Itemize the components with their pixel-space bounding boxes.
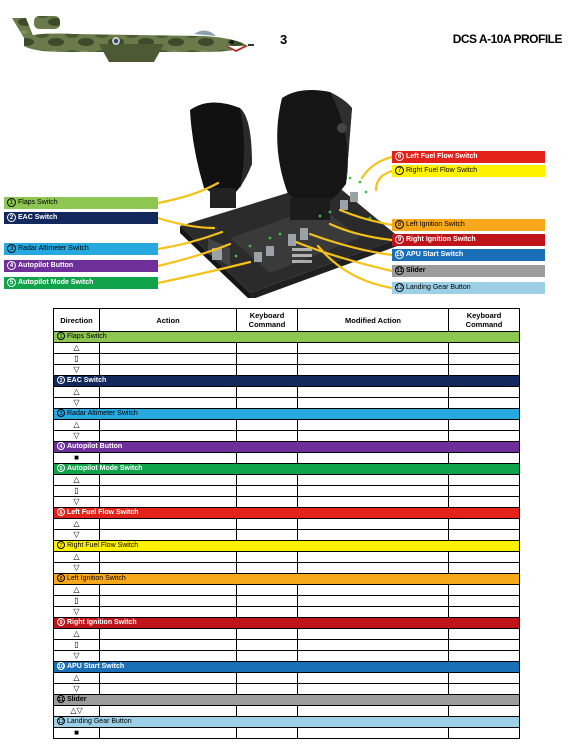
section-label: APU Start Switch (67, 663, 125, 670)
action-cell[interactable] (100, 684, 237, 695)
action-cell[interactable] (100, 497, 237, 508)
section-header (54, 717, 520, 728)
section-row (54, 508, 520, 519)
modified-keyboard-command-cell[interactable] (449, 706, 520, 717)
section-number-badge: 9 (57, 618, 65, 626)
section-row (54, 332, 520, 343)
section-label: Landing Gear Button (67, 718, 132, 725)
direction-cell: ▽ (54, 607, 100, 618)
section-number-badge: 11 (58, 697, 64, 704)
table-row (54, 398, 520, 409)
keyboard-command-cell[interactable] (237, 365, 298, 376)
section-header (54, 574, 520, 585)
callout-eac-switch (4, 212, 158, 224)
table-row (54, 607, 520, 618)
keyboard-command-cell[interactable] (237, 420, 298, 431)
header-direction: Direction (54, 309, 100, 332)
modified-keyboard-command-cell[interactable] (449, 475, 520, 486)
direction-cell: ▯ (54, 354, 100, 365)
modified-action-cell[interactable] (298, 651, 449, 662)
action-cell[interactable] (100, 519, 237, 530)
table-row (54, 530, 520, 541)
table-row (54, 453, 520, 464)
action-cell[interactable] (100, 706, 237, 717)
keyboard-command-cell[interactable] (237, 673, 298, 684)
modified-action-cell[interactable] (298, 387, 449, 398)
callout-number-badge: 7 (395, 166, 404, 175)
direction-cell: ▽ (54, 651, 100, 662)
keyboard-command-cell[interactable] (237, 563, 298, 574)
direction-cell: ▽ (54, 365, 100, 376)
header-modified-action: Modified Action (298, 309, 449, 332)
modified-action-cell[interactable] (298, 563, 449, 574)
action-cell[interactable] (100, 530, 237, 541)
action-cell[interactable] (100, 728, 237, 739)
action-cell[interactable] (100, 673, 237, 684)
callout-label: Left Fuel Flow Switch (406, 153, 478, 160)
direction-cell: ▽ (54, 530, 100, 541)
modified-keyboard-command-cell[interactable] (449, 552, 520, 563)
modified-keyboard-command-cell[interactable] (449, 684, 520, 695)
action-cell[interactable] (100, 387, 237, 398)
header-action: Action (100, 309, 237, 332)
callout-number-badge: 6 (395, 152, 404, 161)
keyboard-command-cell[interactable] (237, 706, 298, 717)
callout-label: Autopilot Button (18, 262, 74, 269)
bindings-table (53, 308, 520, 739)
table-row (54, 728, 520, 739)
action-cell[interactable] (100, 398, 237, 409)
section-header (54, 409, 520, 420)
callout-slider (392, 265, 545, 277)
section-header (54, 442, 520, 453)
table-row (54, 629, 520, 640)
modified-action-cell[interactable] (298, 519, 449, 530)
callout-autopilot-mode-switch (4, 277, 158, 289)
modified-action-cell[interactable] (298, 453, 449, 464)
action-cell[interactable] (100, 596, 237, 607)
section-row (54, 695, 520, 706)
modified-keyboard-command-cell[interactable] (449, 431, 520, 442)
modified-keyboard-command-cell[interactable] (449, 497, 520, 508)
action-cell[interactable] (100, 585, 237, 596)
modified-action-cell[interactable] (298, 607, 449, 618)
section-label: Radar Altimeter Switch (67, 410, 138, 417)
table-row (54, 354, 520, 365)
bindings-table-header (54, 309, 520, 332)
table-row (54, 640, 520, 651)
keyboard-command-cell[interactable] (237, 475, 298, 486)
section-header (54, 541, 520, 552)
section-row (54, 574, 520, 585)
keyboard-command-cell[interactable] (237, 387, 298, 398)
modified-keyboard-command-cell[interactable] (449, 651, 520, 662)
table-row (54, 706, 520, 717)
direction-cell: ■ (54, 728, 100, 739)
keyboard-command-cell[interactable] (237, 629, 298, 640)
callout-landing-gear-button (392, 282, 545, 294)
section-row (54, 717, 520, 728)
direction-cell: △ (54, 585, 100, 596)
callout-number-badge: 10 (396, 251, 403, 258)
keyboard-command-cell[interactable] (237, 596, 298, 607)
section-header (54, 662, 520, 673)
section-label: Autopilot Mode Switch (67, 465, 143, 472)
section-header (54, 332, 520, 343)
keyboard-command-cell[interactable] (237, 651, 298, 662)
direction-cell: △ (54, 387, 100, 398)
action-cell[interactable] (100, 475, 237, 486)
table-row (54, 684, 520, 695)
callout-number-badge: 4 (7, 261, 16, 270)
modified-keyboard-command-cell[interactable] (449, 519, 520, 530)
action-cell[interactable] (100, 607, 237, 618)
modified-keyboard-command-cell[interactable] (449, 596, 520, 607)
action-cell[interactable] (100, 640, 237, 651)
modified-action-cell[interactable] (298, 530, 449, 541)
keyboard-command-cell[interactable] (237, 640, 298, 651)
modified-action-cell[interactable] (298, 673, 449, 684)
modified-action-cell[interactable] (298, 475, 449, 486)
direction-cell: ▯ (54, 596, 100, 607)
header-modified-keyboard-command: Keyboard Command (449, 309, 520, 332)
table-row (54, 596, 520, 607)
keyboard-command-cell[interactable] (237, 497, 298, 508)
profile-title: DCS A-10A PROFILE (452, 32, 562, 46)
modified-keyboard-command-cell[interactable] (449, 607, 520, 618)
table-row (54, 486, 520, 497)
table-row (54, 585, 520, 596)
callout-left-fuel-flow-switch (392, 151, 545, 163)
direction-cell: ▽ (54, 684, 100, 695)
modified-action-cell[interactable] (298, 343, 449, 354)
callout-label: Left Ignition Switch (406, 221, 465, 228)
keyboard-command-cell[interactable] (237, 607, 298, 618)
table-row (54, 552, 520, 563)
callout-apu-start-switch (392, 249, 545, 261)
modified-action-cell[interactable] (298, 596, 449, 607)
section-row (54, 541, 520, 552)
direction-cell: ▯ (54, 486, 100, 497)
callout-number-badge: 9 (395, 235, 404, 244)
direction-cell: △ (54, 629, 100, 640)
direction-cell: ▯ (54, 640, 100, 651)
keyboard-command-cell[interactable] (237, 431, 298, 442)
section-row (54, 409, 520, 420)
modified-keyboard-command-cell[interactable] (449, 728, 520, 739)
modified-action-cell[interactable] (298, 486, 449, 497)
section-label: Left Fuel Flow Switch (67, 509, 139, 516)
table-row (54, 431, 520, 442)
callout-label: Right Fuel Flow Switch (406, 167, 478, 174)
callout-label: APU Start Switch (406, 251, 464, 258)
callout-number-badge: 8 (395, 220, 404, 229)
modified-keyboard-command-cell[interactable] (449, 420, 520, 431)
section-label: Flaps Switch (67, 333, 107, 340)
callout-number-badge: 5 (7, 278, 16, 287)
modified-action-cell[interactable] (298, 728, 449, 739)
callout-right-fuel-flow-switch (392, 165, 545, 177)
callout-number-badge: 2 (7, 213, 16, 222)
keyboard-command-cell[interactable] (237, 684, 298, 695)
callout-number-badge: 1 (7, 198, 16, 207)
direction-cell: △ (54, 519, 100, 530)
modified-action-cell[interactable] (298, 431, 449, 442)
modified-action-cell[interactable] (298, 398, 449, 409)
modified-keyboard-command-cell[interactable] (449, 343, 520, 354)
callout-label: Slider (406, 267, 426, 274)
section-header (54, 508, 520, 519)
table-row (54, 420, 520, 431)
action-cell[interactable] (100, 563, 237, 574)
section-number-badge: 4 (57, 442, 65, 450)
section-header (54, 464, 520, 475)
table-row (54, 343, 520, 354)
callout-right-ignition-switch (392, 234, 545, 246)
action-cell[interactable] (100, 651, 237, 662)
modified-keyboard-command-cell[interactable] (449, 629, 520, 640)
keyboard-command-cell[interactable] (237, 530, 298, 541)
modified-action-cell[interactable] (298, 497, 449, 508)
modified-keyboard-command-cell[interactable] (449, 673, 520, 684)
modified-keyboard-command-cell[interactable] (449, 365, 520, 376)
section-label: EAC Switch (67, 377, 107, 384)
modified-keyboard-command-cell[interactable] (449, 453, 520, 464)
modified-action-cell[interactable] (298, 640, 449, 651)
section-number-badge: 2 (57, 376, 65, 384)
modified-action-cell[interactable] (298, 684, 449, 695)
action-cell[interactable] (100, 629, 237, 640)
callout-label: Flaps Switch (18, 199, 58, 206)
modified-action-cell[interactable] (298, 585, 449, 596)
callout-label: Radar Altimeter Switch (18, 245, 89, 252)
section-header (54, 618, 520, 629)
keyboard-command-cell[interactable] (237, 585, 298, 596)
section-label: Right Fuel Flow Switch (67, 542, 139, 549)
callout-label: Right Ignition Switch (406, 236, 476, 243)
keyboard-command-cell[interactable] (237, 486, 298, 497)
section-number-badge: 1 (57, 332, 65, 340)
callout-label: Landing Gear Button (406, 284, 471, 291)
modified-keyboard-command-cell[interactable] (449, 563, 520, 574)
keyboard-command-cell[interactable] (237, 453, 298, 464)
modified-action-cell[interactable] (298, 552, 449, 563)
direction-cell: △ (54, 552, 100, 563)
modified-keyboard-command-cell[interactable] (449, 486, 520, 497)
table-row (54, 651, 520, 662)
header-keyboard-command: Keyboard Command (237, 309, 298, 332)
section-label: Autopilot Button (67, 443, 123, 450)
section-header (54, 695, 520, 706)
direction-cell: △ (54, 343, 100, 354)
keyboard-command-cell[interactable] (237, 354, 298, 365)
modified-action-cell[interactable] (298, 629, 449, 640)
direction-cell: ▽ (54, 497, 100, 508)
section-number-badge: 3 (57, 409, 65, 417)
modified-keyboard-command-cell[interactable] (449, 530, 520, 541)
section-label: Right Ignition Switch (67, 619, 137, 626)
section-row (54, 662, 520, 673)
action-cell[interactable] (100, 552, 237, 563)
page-number: 3 (280, 32, 288, 47)
table-row (54, 497, 520, 508)
callout-number-badge: 3 (7, 244, 16, 253)
section-header (54, 376, 520, 387)
section-label: Slider (67, 696, 87, 703)
section-number-badge: 7 (57, 541, 65, 549)
keyboard-command-cell[interactable] (237, 728, 298, 739)
table-row (54, 387, 520, 398)
modified-keyboard-command-cell[interactable] (449, 585, 520, 596)
keyboard-command-cell[interactable] (237, 343, 298, 354)
callout-autopilot-button (4, 260, 158, 272)
table-row (54, 475, 520, 486)
modified-action-cell[interactable] (298, 420, 449, 431)
direction-cell: △▽ (54, 706, 100, 717)
direction-cell: ■ (54, 453, 100, 464)
section-number-badge: 10 (58, 664, 65, 671)
modified-action-cell[interactable] (298, 706, 449, 717)
section-row (54, 464, 520, 475)
table-row (54, 673, 520, 684)
action-cell[interactable] (100, 486, 237, 497)
modified-keyboard-command-cell[interactable] (449, 640, 520, 651)
keyboard-command-cell[interactable] (237, 519, 298, 530)
callout-left-ignition-switch (392, 219, 545, 231)
action-cell[interactable] (100, 431, 237, 442)
section-row (54, 376, 520, 387)
action-cell[interactable] (100, 365, 237, 376)
table-row (54, 563, 520, 574)
callout-label: Autopilot Mode Switch (18, 279, 94, 286)
modified-keyboard-command-cell[interactable] (449, 354, 520, 365)
section-number-badge: 5 (57, 464, 65, 472)
direction-cell: ▽ (54, 398, 100, 409)
callout-number-badge: 12 (396, 284, 403, 291)
keyboard-command-cell[interactable] (237, 552, 298, 563)
action-cell[interactable] (100, 420, 237, 431)
section-row (54, 442, 520, 453)
keyboard-command-cell[interactable] (237, 398, 298, 409)
direction-cell: ▽ (54, 431, 100, 442)
modified-keyboard-command-cell[interactable] (449, 387, 520, 398)
action-cell[interactable] (100, 354, 237, 365)
action-cell[interactable] (100, 453, 237, 464)
direction-cell: ▽ (54, 563, 100, 574)
direction-cell: △ (54, 475, 100, 486)
direction-cell: △ (54, 420, 100, 431)
section-label: Left Ignition Switch (67, 575, 126, 582)
bindings-table-body (54, 332, 520, 739)
section-row (54, 618, 520, 629)
callout-number-badge: 11 (396, 267, 403, 274)
modified-keyboard-command-cell[interactable] (449, 398, 520, 409)
table-row (54, 365, 520, 376)
modified-action-cell[interactable] (298, 365, 449, 376)
callout-flaps-switch (4, 197, 158, 209)
section-number-badge: 6 (57, 508, 65, 516)
callout-label: EAC Switch (18, 214, 58, 221)
section-number-badge: 12 (58, 719, 65, 726)
action-cell[interactable] (100, 343, 237, 354)
callout-radar-altimeter-switch (4, 243, 158, 255)
section-number-badge: 8 (57, 574, 65, 582)
modified-action-cell[interactable] (298, 354, 449, 365)
direction-cell: △ (54, 673, 100, 684)
table-row (54, 519, 520, 530)
